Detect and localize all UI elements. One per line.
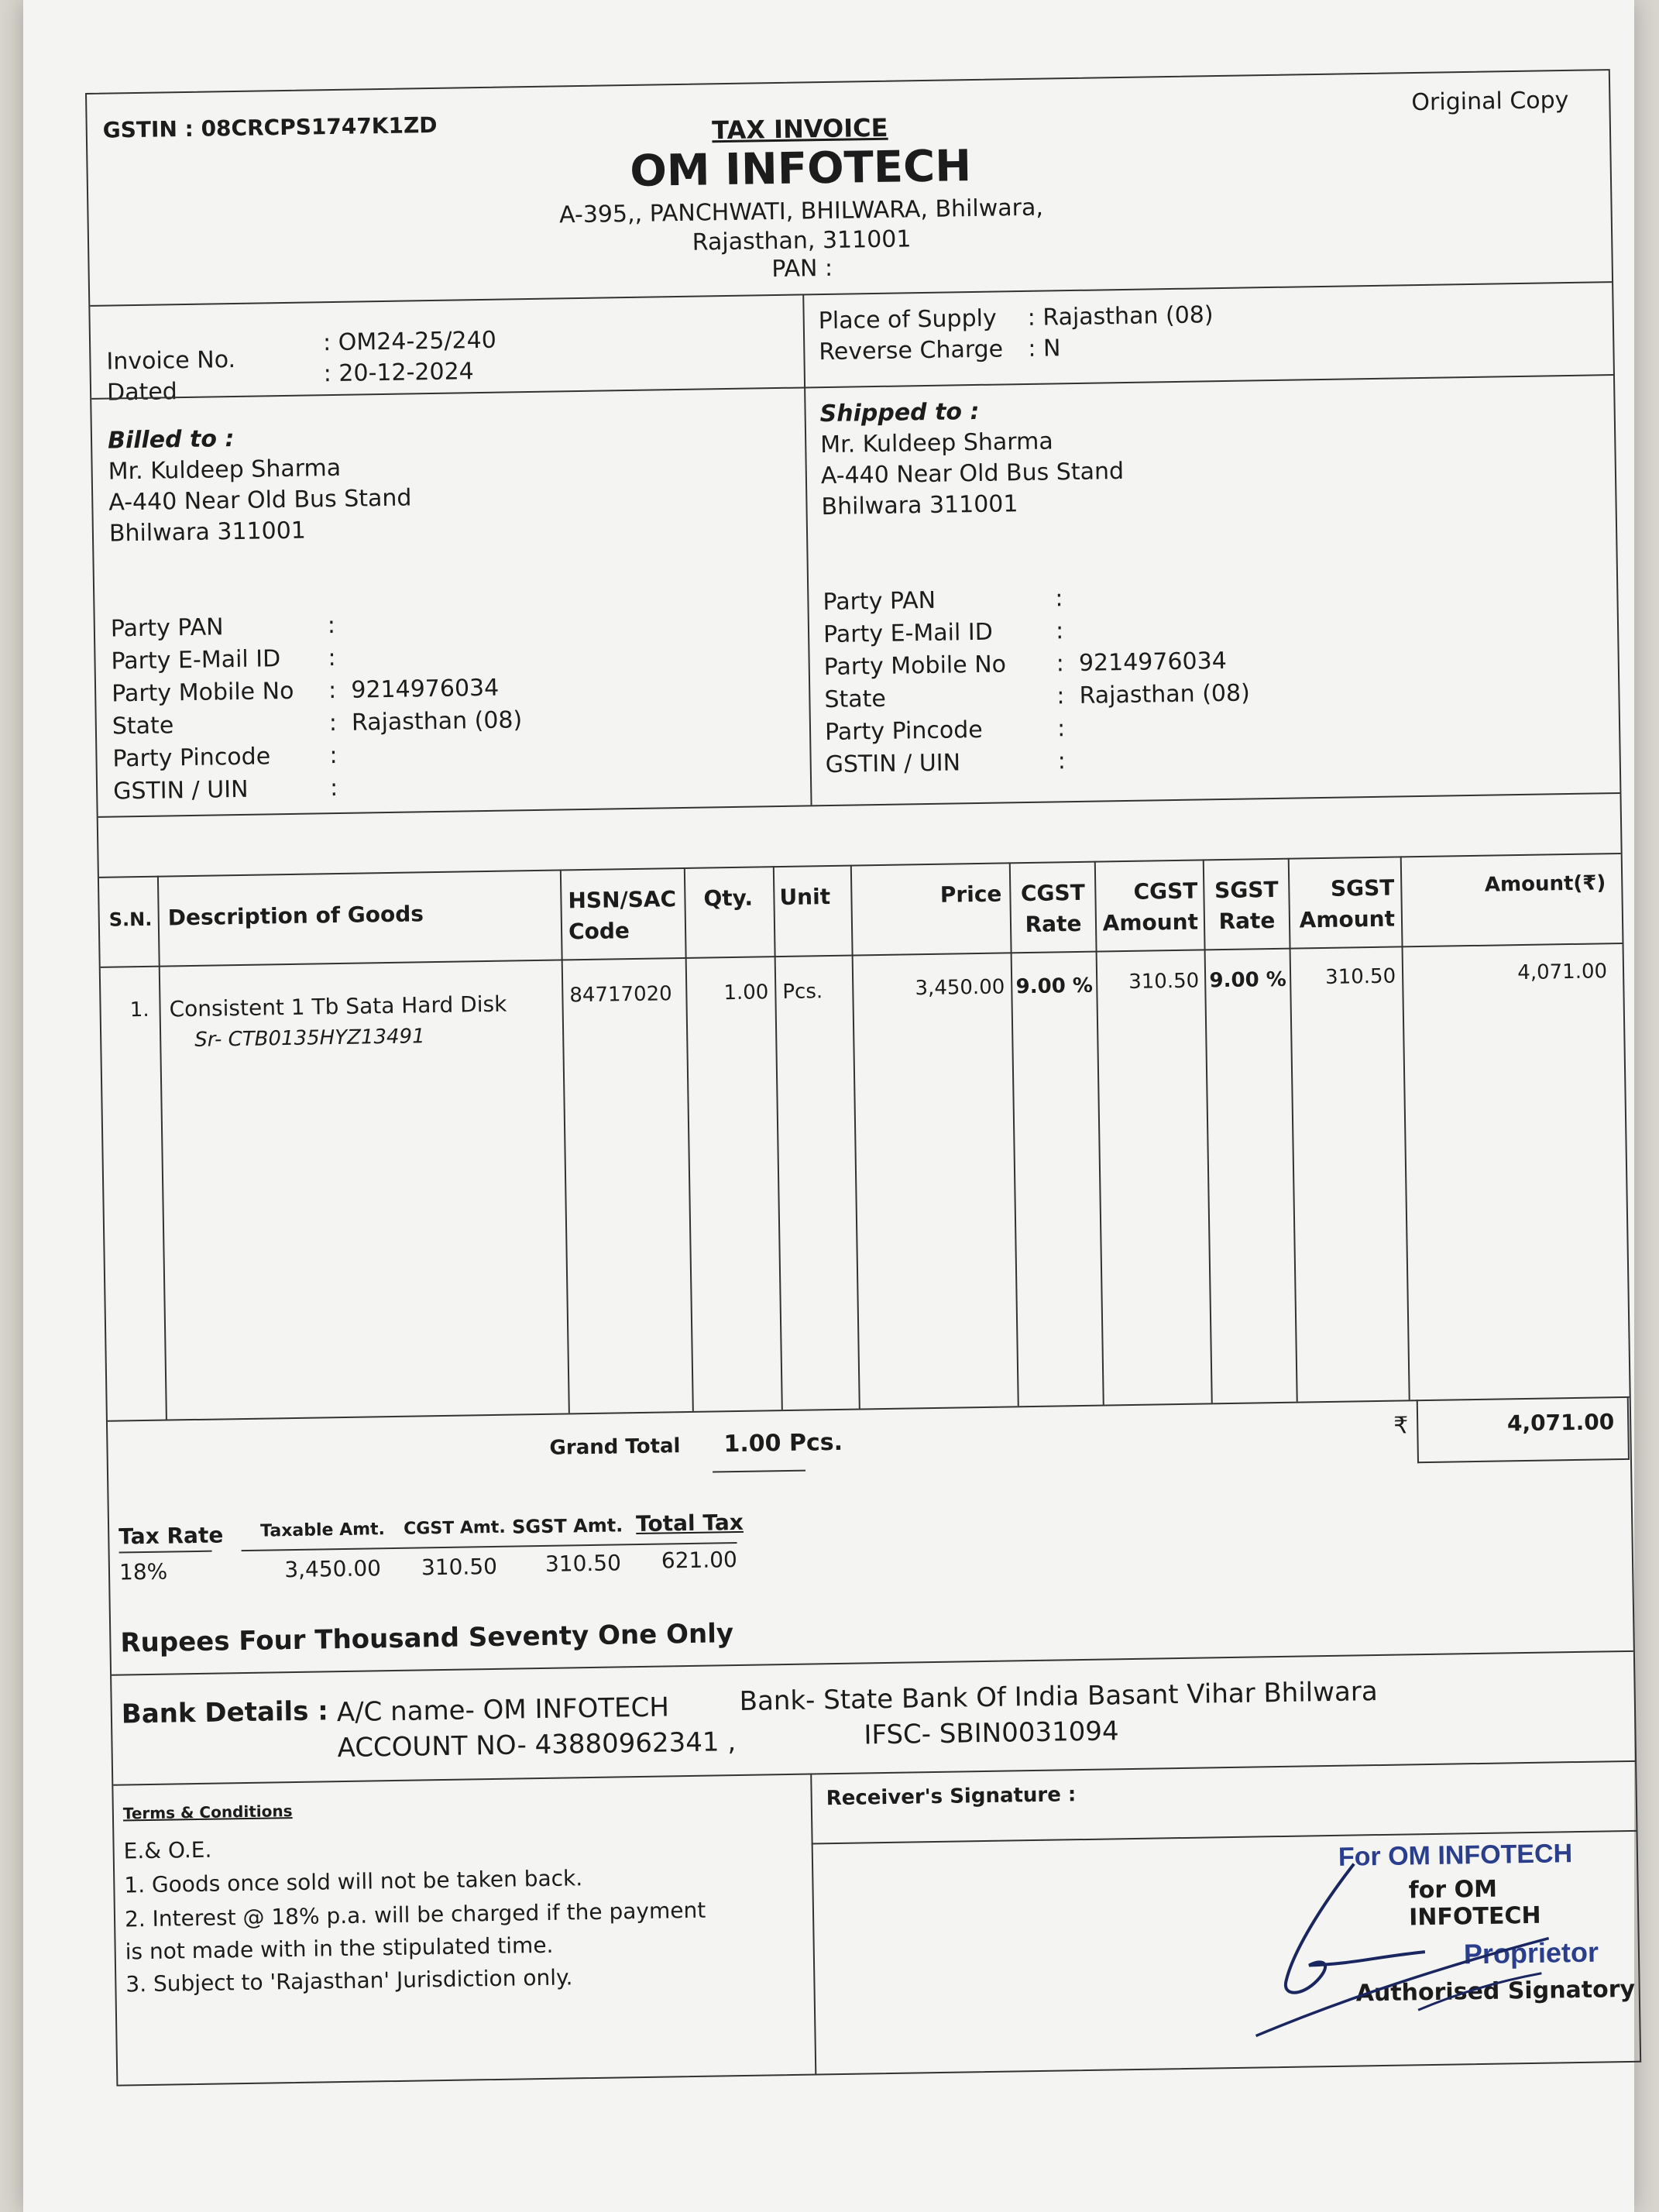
billed-to-address1: A-440 Near Old Bus Stand — [108, 484, 412, 517]
total-tax-label: Total Tax — [635, 1509, 744, 1537]
shipped-field-label: Party PAN — [823, 586, 936, 617]
divider — [157, 876, 167, 1420]
shipped-to-heading: Shipped to : — [819, 397, 980, 428]
paper-sheet — [23, 0, 1634, 2212]
cgst-amt-label: CGST Amt. — [403, 1517, 506, 1539]
company-name: OM INFOTECH — [629, 141, 972, 197]
stamp-proprietor: Proprietor — [1463, 1936, 1599, 1970]
company-pan: PAN : — [771, 254, 833, 283]
billed-to-heading: Billed to : — [107, 425, 235, 455]
grand-total-amount: 4,071.00 — [1506, 1409, 1615, 1437]
col-header-sn: S.N. — [108, 908, 153, 931]
terms-line: is not made with in the stipulated time. — [125, 1932, 554, 1965]
shipped-field-label: GSTIN / UIN — [825, 749, 961, 779]
row-serial: Sr- CTB0135HYZ13491 — [194, 1025, 425, 1052]
col-header-sgst-amount: SGST — [1330, 874, 1395, 902]
divider — [713, 1470, 805, 1473]
row-amount: 4,071.00 — [1517, 960, 1608, 985]
shipped-to-address2: Bhilwara 311001 — [821, 490, 1018, 521]
for-company-label: for OM INFOTECH — [1408, 1875, 1541, 1932]
place-of-supply-value: Rajasthan (08) — [1042, 301, 1214, 331]
col-header-cgst-amount: CGST — [1133, 878, 1198, 905]
invoice-no-value: OM24-25/240 — [338, 326, 497, 356]
col-header-price: Price — [939, 881, 1002, 908]
billed-field-label: Party Mobile No — [111, 677, 294, 708]
stamp-company: For OM INFOTECH — [1338, 1839, 1573, 1872]
company-address-line2: Rajasthan, 311001 — [692, 225, 912, 256]
col-header-unit: Unit — [779, 884, 831, 911]
dated-label: Dated — [106, 378, 178, 407]
divider — [1400, 856, 1410, 1400]
row-description: Consistent 1 Tb Sata Hard Disk — [169, 991, 507, 1022]
reverse-charge-label: Reverse Charge — [819, 335, 1004, 366]
col-header-hsn-code: Code — [568, 918, 630, 945]
row-sgst-rate: 9.00 % — [1209, 967, 1287, 993]
taxable-value: 3,450.00 — [284, 1555, 382, 1583]
divider — [560, 869, 570, 1413]
bank-account-number: ACCOUNT NO- 43880962341 , — [337, 1726, 737, 1764]
row-qty: 1.00 — [723, 981, 769, 1005]
handwritten-signature — [1238, 1845, 1566, 2052]
grand-total-qty: 1.00 Pcs. — [723, 1428, 843, 1458]
divider — [850, 865, 860, 1409]
row-unit: Pcs. — [782, 980, 823, 1004]
billed-field-label: Party Pincode — [112, 743, 271, 773]
row-sn: 1. — [129, 998, 149, 1022]
gstin-label: GSTIN — [102, 116, 178, 143]
cgst-amt-value: 310.50 — [421, 1553, 498, 1581]
amount-in-words: Rupees Four Thousand Seventy One Only — [120, 1618, 734, 1659]
shipped-to-fields: Party PAN : Party E-Mail ID : Party Mobile No : 9214976034 State : Rajasthan (08) Party Pincode : GSTIN / UIN : — [823, 579, 1251, 781]
terms-line: 1. Goods once sold will not be taken back. — [124, 1865, 583, 1898]
bank-account-name: A/C name- OM INFOTECH — [336, 1692, 670, 1729]
col-header-sgst-rate: SGST — [1214, 876, 1279, 904]
bank-label: Bank Details : — [121, 1695, 329, 1730]
shipped-field-value: 9214976034 — [1078, 647, 1228, 677]
receiver-signature-label: Receiver's Signature : — [826, 1783, 1077, 1811]
company-address-line1: A-395,, PANCHWATI, BHILWARA, Bhilwara, — [558, 194, 1044, 229]
divider — [91, 374, 1613, 400]
divider — [1203, 859, 1213, 1403]
grand-total-label: Grand Total — [549, 1434, 681, 1460]
divider — [802, 294, 812, 805]
col-header-description: Description of Goods — [167, 901, 424, 931]
rupee-symbol: ₹ — [1393, 1412, 1409, 1440]
sgst-amt-label: SGST Amt. — [511, 1514, 623, 1538]
row-cgst-rate: 9.00 % — [1015, 974, 1094, 999]
bank-ifsc: IFSC- SBIN0031094 — [864, 1716, 1119, 1751]
divider — [113, 1760, 1635, 1786]
billed-field-label: Party E-Mail ID — [111, 645, 281, 675]
row-price: 3,450.00 — [915, 975, 1005, 1001]
shipped-to-address1: A-440 Near Old Bus Stand — [820, 457, 1125, 490]
shipped-field-label: Party Mobile No — [823, 651, 1007, 682]
invoice-no-label: Invoice No. — [106, 345, 236, 376]
row-hsn: 84717020 — [569, 982, 672, 1008]
taxable-label: Taxable Amt. — [260, 1520, 386, 1541]
terms-eoe: E.& O.E. — [123, 1836, 212, 1864]
divider — [1009, 862, 1019, 1406]
billed-field-value: Rajasthan (08) — [351, 706, 523, 737]
divider — [1288, 858, 1298, 1402]
tax-rate-value: 18% — [118, 1558, 168, 1585]
shipped-field-label: Party Pincode — [824, 716, 983, 747]
tax-rate-label: Tax Rate — [118, 1522, 224, 1550]
copy-label: Original Copy — [1411, 86, 1569, 117]
terms-line: 3. Subject to 'Rajasthan' Jurisdiction only. — [125, 1964, 573, 1997]
billed-field-label: Party PAN — [110, 613, 224, 643]
sgst-amt-value: 310.50 — [544, 1550, 622, 1577]
billed-field-label: GSTIN / UIN — [112, 775, 249, 805]
divider — [684, 867, 694, 1411]
col-header-amount: Amount(₹) — [1484, 871, 1606, 897]
total-tax-value: 621.00 — [661, 1547, 738, 1574]
billed-to-fields: Party PAN : Party E-Mail ID : Party Mobile No : 9214976034 State : Rajasthan (08) Party Pincode : GSTIN / UIN : — [111, 606, 524, 808]
gstin-line: GSTIN : 08CRCPS1747K1ZD — [102, 112, 438, 143]
authorised-signatory-label: Authorised Signatory — [1355, 1975, 1636, 2008]
col-header-qty: Qty. — [703, 884, 754, 912]
doc-title: TAX INVOICE — [711, 112, 888, 146]
divider — [810, 1774, 816, 2074]
row-sgst-amount: 310.50 — [1324, 964, 1396, 989]
billed-field-label: State — [112, 712, 174, 740]
col-header-sgst-amount-sub: Amount — [1299, 905, 1396, 933]
billed-to-address2: Bhilwara 311001 — [108, 517, 307, 548]
divider — [90, 281, 1612, 307]
col-header-cgst-rate: CGST — [1020, 879, 1086, 907]
shipped-to-name: Mr. Kuldeep Sharma — [819, 428, 1053, 459]
billed-field-value: 9214976034 — [351, 674, 500, 704]
divider — [1094, 861, 1104, 1405]
shipped-field-label: State — [824, 685, 887, 714]
col-header-cgst-rate-sub: Rate — [1025, 910, 1082, 938]
reverse-charge-value: N — [1042, 335, 1061, 362]
col-header-cgst-amount-sub: Amount — [1102, 908, 1199, 936]
invoice-document: GSTIN : 08CRCPS1747K1ZD Original Copy TAX INVOICE OM INFOTECH A-395,, PANCHWATI, BHILWARA, Bhilwara, Rajasthan, 311001 PAN : Invoice No. Dated : OM24-25/240 : 20-12-2024 Place of Supply Reverse Charge : Rajasthan (08) : N Billed to : Mr. Kuldeep Sharma A-440 Near Old Bus Stand Bhilwara 311001 Party PAN : Party E-Mail ID : Party Mobile No : 9214976034 State : Rajasthan (08) Party Pincode : GSTIN / UIN : Shipped to : Mr. Kuldeep Sharma A-440 Near Old Bus Stand Bhilwara 311001 Party PAN : Party E-Mail ID : Party Mobile No : 9214976034 State : Rajasthan (08) Party Pincode : GSTIN / UIN : S.N. Description of Goods HSN/SAC Code Qty. Unit Price CGST Rate CGST Amount SGST Rate SGST Amount Amount(₹) 1. Consistent 1 Tb Sata Hard Disk Sr- CTB0135HYZ13491 84717020 1.00 Pcs. 3,450.00 9.00 % 310.50 9.00 % 310.50 4,071.00 Grand Total 1.00 Pcs. ₹ 4,071.00 Tax Rate Taxable Amt. CGST Amt. SGST Amt. Total Tax 18% 3,450.00 310.50 310.50 621.00 Rupees Four Thousand Seventy One Only Bank Details : A/C name- OM INFOTECH ACCOUNT NO- 43880962341 , Bank- State Bank Of India Basant Vihar Bhilwara IFSC- SBIN0031094 Terms & Conditions E.& O.E. 1. Goods once sold will not be taken back. 2. Interest @ 18% p.a. will be charged if the payment is not made with in the stipulated time. 3. Subject to 'Rajasthan' Jurisdiction only. Receiver's Signature : For OM INFOTECH for OM INFOTECH Proprietor Authorised Signatory — [85, 69, 1641, 2087]
dated-value: 20-12-2024 — [338, 358, 475, 387]
divider — [119, 1551, 212, 1554]
divider — [773, 866, 783, 1410]
row-cgst-amount: 310.50 — [1128, 969, 1200, 994]
terms-heading: Terms & Conditions — [122, 1802, 293, 1823]
col-header-hsn: HSN/SAC — [568, 886, 677, 914]
billed-to-name: Mr. Kuldeep Sharma — [108, 454, 342, 486]
terms-line: 2. Interest @ 18% p.a. will be charged if the payment — [124, 1897, 706, 1932]
gstin-value: 08CRCPS1747K1ZD — [201, 112, 438, 142]
shipped-field-label: Party E-Mail ID — [823, 618, 994, 649]
col-header-sgst-rate-sub: Rate — [1218, 908, 1276, 935]
place-of-supply-label: Place of Supply — [818, 304, 997, 335]
bank-name: Bank- State Bank Of India Basant Vihar Bhilwara — [739, 1676, 1378, 1717]
shipped-field-value: Rajasthan (08) — [1079, 679, 1251, 709]
